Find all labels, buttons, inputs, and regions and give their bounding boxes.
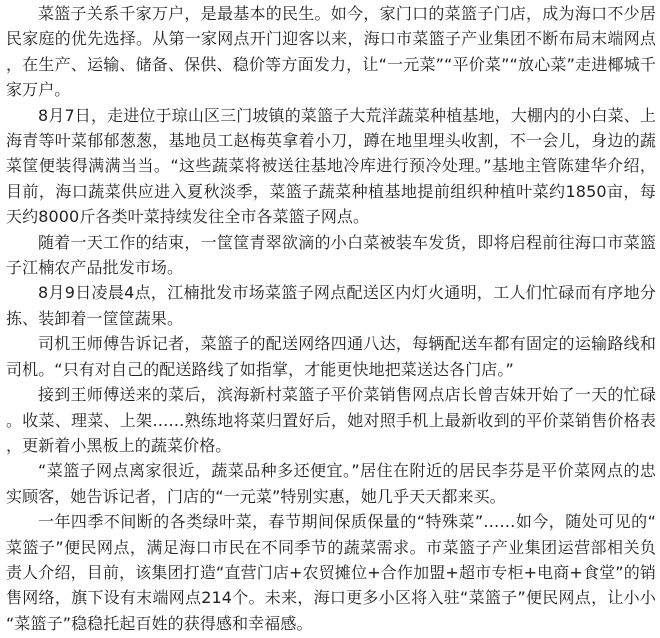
paragraph-8: 一年四季不间断的各类绿叶菜，春节期间保质保量的“特殊菜”……如今，随处可见的“菜篮子”便民网点，满足海口市民在不同季节的蔬菜需求。市菜篮子产业集团运营部相关负责人介绍，目前，该集团打造“直营门店+农贸摊位+合作加盟+超市专柜+电商+食堂”的销售网络，旗下设有末端网点214个。未来，海口更多小区将入驻“菜篮子”便民网点，让小小“菜篮子”稳稳托起百姓的获得感和幸福感。	[6, 512, 656, 633]
paragraph-5: 司机王师傅告诉记者，菜篮子的配送网络四通八达，每辆配送车都有固定的运输路线和司机。“只有对自己的配送路线了如指掌，才能更快地把菜送达各门店。”	[6, 334, 656, 379]
paragraph-7: “菜篮子网点离家很近，蔬菜品种多还便宜。”居住在附近的居民李芬是平价菜网点的忠实顾客，她告诉记者，门店的“一元菜”特别实惠，她几乎天天都来买。	[6, 461, 656, 506]
paragraph-2: 8月7日，走进位于琼山区三门坡镇的菜篮子大荒洋蔬菜种植基地，大棚内的小白菜、上海青等叶菜郁郁葱葱，基地员工赵梅英拿着小刀，蹲在地里埋头收割，不一会儿，身边的蔬菜筐便装得满满当当。“这些蔬菜将被送往基地冷库进行预冷处理。”基地主管陈建华介绍，目前，海口蔬菜供应进入夏秋淡季，菜篮子蔬菜种植基地提前组织种植叶菜约1850亩，每天约8000斤各类叶菜持续发往全市各菜篮子网点。	[6, 105, 656, 227]
paragraph-1: 菜篮子关系千家万户，是最基本的民生。如今，家门口的菜篮子门店，成为海口不少居民家庭的优先选择。从第一家网点开门迎客以来，海口市菜篮子产业集团不断布局末端网点，在生产、运输、储备、保供、稳价等方面发力，让“一元菜”“平价菜”“放心菜”走进椰城千家万户。	[6, 4, 656, 100]
article-body	[6, 1, 656, 636]
paragraph-4: 8月9日凌晨4点，江楠批发市场菜篮子网点配送区内灯火通明，工人们忙碌而有序地分拣、装卸着一筐筐蔬果。	[6, 283, 656, 328]
paragraph-6: 接到王师傅送来的菜后，滨海新村菜篮子平价菜销售网点店长曾吉妹开始了一天的忙碌。收菜、理菜、上架……熟练地将菜归置好后，她对照手机上最新收到的平价菜销售价格表，更新着小黑板上的蔬菜价格。	[6, 385, 656, 455]
paragraph-3: 随着一天工作的结束，一筐筐青翠欲滴的小白菜被装车发货，即将启程前往海口市菜篮子江楠农产品批发市场。	[6, 232, 656, 278]
